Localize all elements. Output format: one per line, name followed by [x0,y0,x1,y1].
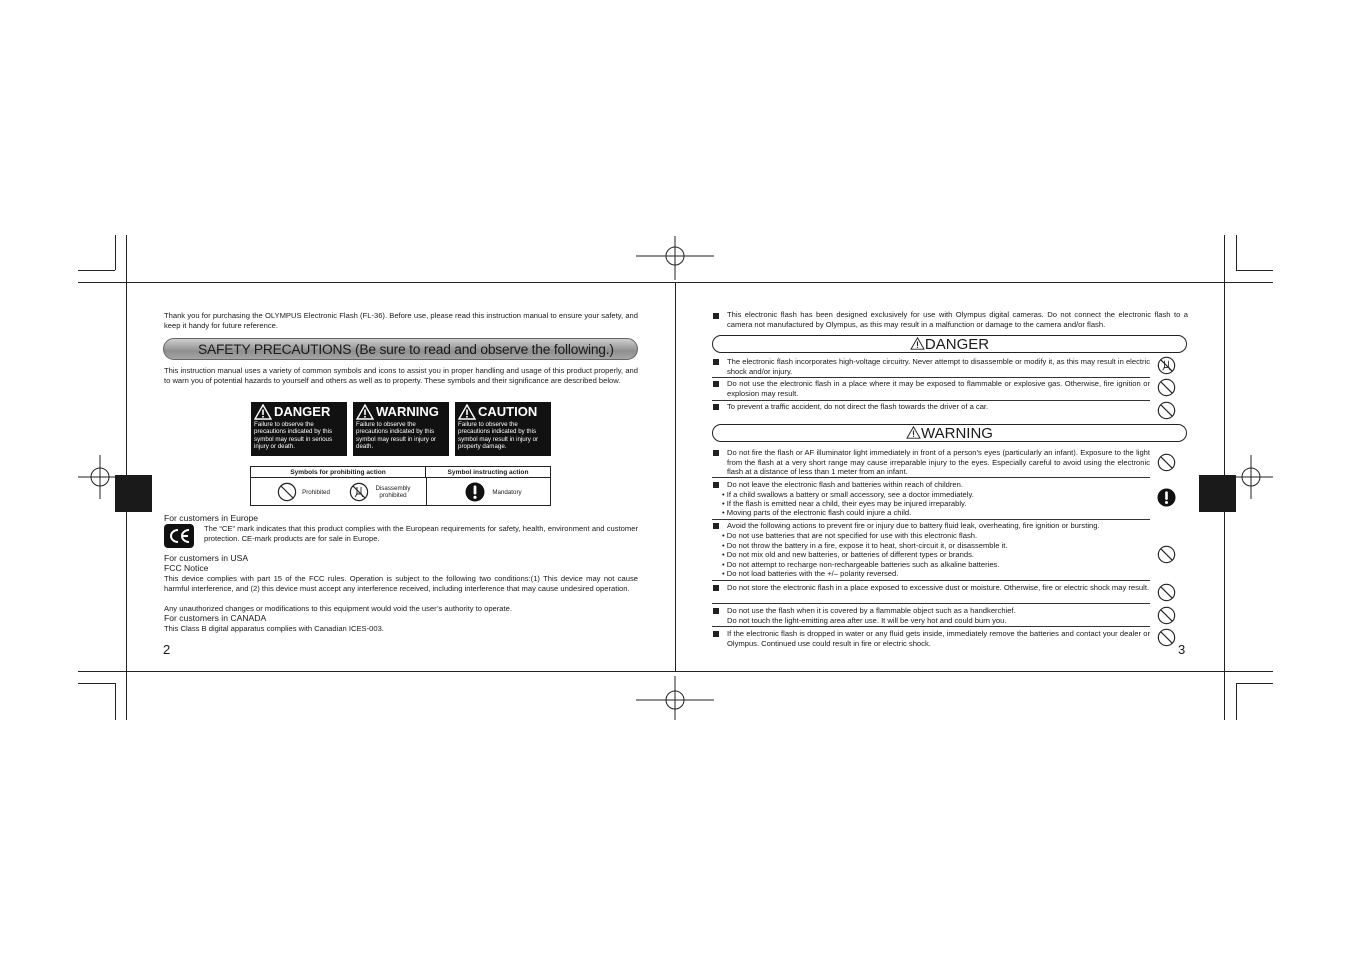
danger-heading-bar [712,335,1187,353]
separator [712,477,1150,478]
danger-signal-box [251,402,347,456]
warning-item-2-sub-1: • If a child swallows a battery or small accessory, see a doctor immediately. [722,490,974,499]
changes-text: Any unauthorized changes or modifications to this equipment would void the user’s authority to operate. [164,604,512,613]
prohibited-icon [1157,401,1176,420]
bullet [713,404,719,410]
prohibited-icon [277,482,297,502]
warning-item-5a: Do not use the flash when it is covered by a flammable object such as a handkerchief. [727,606,1016,615]
bullet [713,450,719,456]
danger-item-3: To prevent a traffic accident, do not direct the flash towards the driver of a car. [727,402,989,411]
warning-item-3-sub-1: • Do not use batteries that are not specified for use with this electronic flash. [722,531,978,540]
danger-item-2: Do not use the electronic flash in a place where it may be exposed to flammable or explosive gas. Otherwise, fire ignition or explosion may result. [727,379,1150,398]
bullet [713,359,719,365]
ce-mark-icon [164,524,194,548]
warning-signal-box [353,402,449,456]
danger-heading: DANGER [924,336,990,353]
page-title: SAFETY PRECAUTIONS (Be sure to read and observe the following.) [163,338,638,360]
caution-label: CAUTION [478,404,538,419]
separator [712,400,1150,401]
warning-label: WARNING [376,404,439,419]
thumb-tab-left [115,475,152,512]
prohibited-icon [1157,583,1176,602]
warning-description: Failure to observe the precautions indicated by this symbol may result in injury or death. [356,421,437,451]
disassembly-prohibited-label: Disassembly prohibited [375,485,411,499]
warning-heading-bar [712,424,1187,442]
prohibited-icon [1157,628,1176,647]
disassembly-prohibited-icon [349,482,369,502]
warning-triangle-icon [906,426,921,439]
warning-item-2-sub-2: • If the flash is emitted near a child, their eyes may be injured irreparably. [722,499,967,508]
warning-item-5b: Do not touch the light-emitting area after use. It will be very hot and could burn you. [727,616,1007,625]
danger-label: DANGER [274,404,331,419]
warning-item-3-sub-2: • Do not throw the battery in a fire, expose it to heat, short-circuit it, or disassemble it. [722,541,1008,550]
warning-triangle-icon [254,404,272,420]
separator [712,580,1150,581]
symbols-intro-text: This instruction manual uses a variety of common symbols and icons to assist you in proper handling and usage of this product properly, and to warn you of potential hazards to yourself and others as well as to property. These symbols and their significance are described below. [164,366,638,385]
warning-item-2-sub-3: • Moving parts of the electronic flash could injure a child. [722,508,912,517]
warning-item-3-sub-4: • Do not attempt to recharge non-rechargeable batteries such as alkaline batteries. [722,560,1000,569]
prohibited-icon [1157,453,1176,472]
registration-mark-bottom [636,676,714,720]
danger-description: Failure to observe the precautions indicated by this symbol may result in serious injury or death. [254,421,333,451]
first-item-text: This electronic flash has been designed exclusively for use with Olympus digital cameras. Do not connect the electronic flash to a camera not manufactured by Olympus, as this may result in a malfunction or damage to the camera and/or flash. [727,310,1188,329]
danger-item-1: The electronic flash incorporates high-voltage circuitry. Never attempt to disassemble or modify it, as this may result in electric shock and/or injury. [727,357,1150,376]
prohibited-icon [1157,378,1176,397]
warning-item-3-sub-3: • Do not mix old and new batteries, or batteries of different types or brands. [722,550,974,559]
warning-item-3: Avoid the following actions to prevent fire or injury due to battery fluid leak, overheating, fire ignition or bursting. [727,521,1100,530]
europe-text: The “CE” mark indicates that this product complies with the European requirements for safety, health, environment and customer protection. CE-mark products are for sale in Europe. [204,524,638,543]
usa-heading: For customers in USA [164,553,249,563]
fcc-text: This device complies with part 15 of the FCC rules. Operation is subject to the following two conditions:(1) This device may not cause harmful interference, and (2) this device must accept any interference received, including interference that may cause undesired operation. [164,574,638,593]
mandatory-label: Mandatory [492,489,522,496]
warning-item-3-sub-5: • Do not load batteries with the +/– polarity reversed. [722,569,899,578]
canada-heading: For customers in CANADA [164,613,267,623]
bullet [713,608,719,614]
registration-mark-top [636,236,714,280]
warning-triangle-icon [458,404,476,420]
warning-item-4: Do not store the electronic flash in a place exposed to excessive dust or moisture. Otherwise, fire or electric shock may result. [727,583,1150,592]
warning-triangle-icon [910,337,925,350]
caution-description: Failure to observe the precautions indicated by this symbol may result in injury or property damage. [458,421,539,451]
thumb-tab-right [1199,475,1236,512]
instruct-header: Symbol instructing action [426,467,550,478]
canada-text: This Class B digital apparatus complies with Canadian ICES-003. [164,624,384,633]
prohibited-icon [1157,606,1176,625]
separator [712,626,1150,627]
separator [712,519,1150,520]
caution-signal-box [455,402,551,456]
bullet [713,585,719,591]
prohibit-header: Symbols for prohibiting action [251,467,426,478]
bullet [713,523,719,529]
page-number-right: 3 [1178,642,1186,657]
page-number-left: 2 [163,642,171,657]
bullet [713,482,719,488]
intro-text: Thank you for purchasing the OLYMPUS Electronic Flash (FL-36). Before use, please read this instruction manual to ensure your safety, and keep it handy for future reference. [164,311,638,330]
warning-item-6: If the electronic flash is dropped in water or any fluid gets inside, immediately remove the batteries and contact your dealer or Olympus. Continued use could result in fire or electric shock. [727,629,1150,648]
europe-heading: For customers in Europe [164,513,259,523]
prohibited-label: Prohibited [302,489,330,496]
fcc-heading: FCC Notice [164,563,209,573]
separator [712,377,1150,378]
mandatory-icon [1157,488,1176,507]
mandatory-icon [465,482,485,502]
separator [712,603,1150,604]
warning-heading: WARNING [921,425,993,442]
warning-item-2: Do not leave the electronic flash and batteries within reach of children. [727,480,963,489]
symbols-table [250,466,551,506]
prohibited-icon [1157,545,1176,564]
warning-item-1: Do not fire the flash or AF illuminator light immediately in front of a person’s eyes (particularly an infant). Exposure to the light from the flash at a very short range may cause irreparable injury to the eyes. Especially careful to avoid using the electronic flash at a distance of less than 1 meter from an infant. [727,448,1150,477]
bullet [713,381,719,387]
warning-triangle-icon [356,404,374,420]
gutter-line [675,282,676,672]
bullet [713,313,719,319]
bullet [713,631,719,637]
disassembly-prohibited-icon [1157,356,1176,375]
